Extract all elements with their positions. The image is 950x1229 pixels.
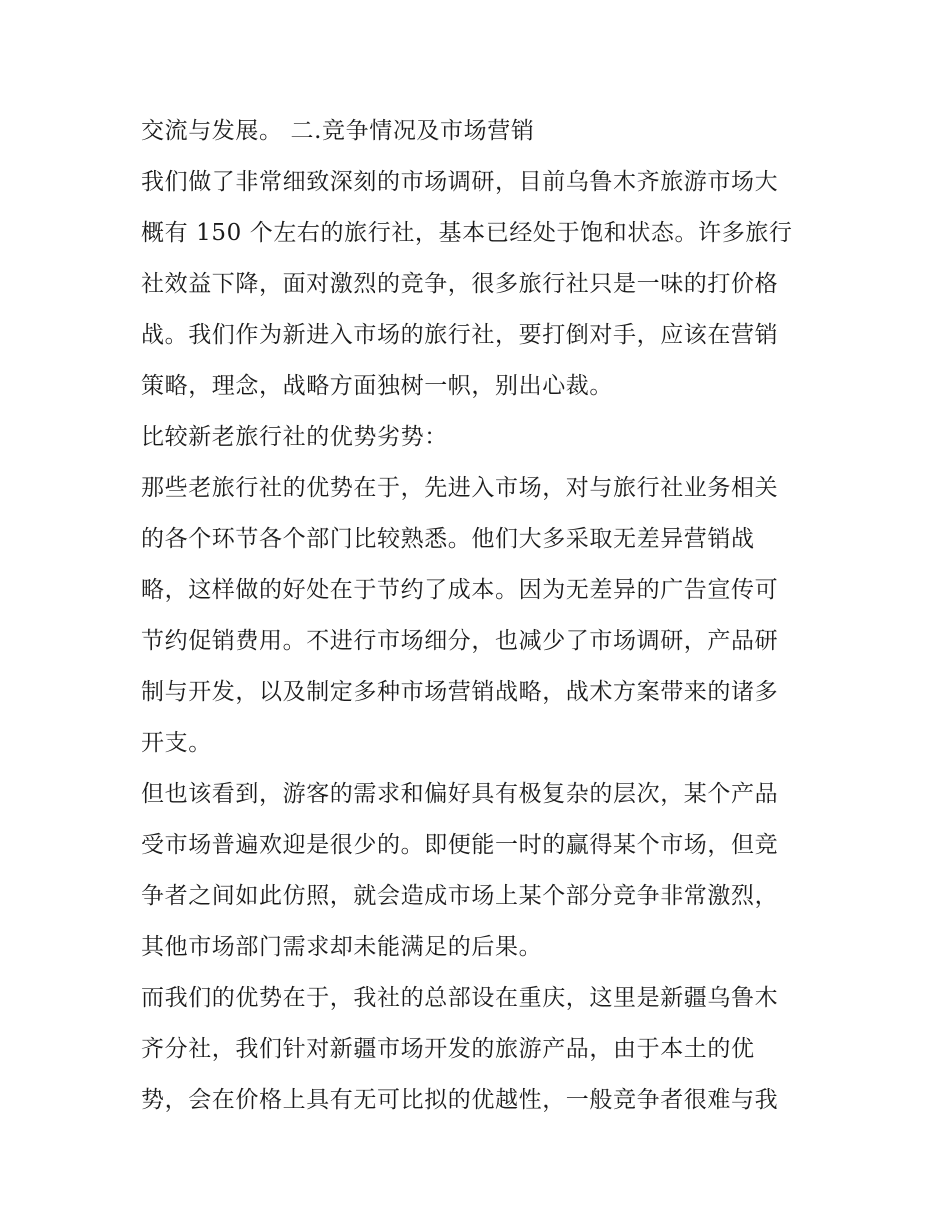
text-line: 节约促销费用。不进行市场细分，也减少了市场调研，产品研 [141, 628, 779, 654]
document-body [141, 106, 817, 1126]
text-line: 但也该看到，游客的需求和偏好具有极复杂的层次，某个产品 [141, 781, 779, 807]
text-line: 战。我们作为新进入市场的旅行社，要打倒对手，应该在营销 [141, 322, 779, 348]
text-line: 开支。 [141, 730, 212, 756]
text-line: 制与开发，以及制定多种市场营销战略，战术方案带来的诸多 [141, 679, 779, 705]
text-line: 策略，理念，战略方面独树一帜，别出心裁。 [141, 373, 613, 399]
text-line: 齐分社，我们针对新疆市场开发的旅游产品，由于本土的优 [141, 1036, 755, 1062]
text-line: 概有 150 个左右的旅行社，基本已经处于饱和状态。许多旅行 [141, 220, 793, 246]
text-line: 社效益下降，面对激烈的竞争，很多旅行社只是一味的打价格 [141, 271, 779, 297]
text-line: 受市场普遍欢迎是很少的。即便能一时的赢得某个市场，但竞 [141, 832, 779, 858]
text-line: 争者之间如此仿照，就会造成市场上某个部分竞争非常激烈， [141, 883, 779, 909]
text-line: 比较新老旅行社的优势劣势： [141, 424, 448, 450]
text-line: 的各个环节各个部门比较熟悉。他们大多采取无差异营销战 [141, 526, 755, 552]
text-line: 我们做了非常细致深刻的市场调研，目前乌鲁木齐旅游市场大 [141, 169, 779, 195]
text-line: 交流与发展。 二.竞争情况及市场营销 [141, 118, 535, 144]
text-line: 而我们的优势在于，我社的总部设在重庆，这里是新疆乌鲁木 [141, 985, 779, 1011]
text-line: 那些老旅行社的优势在于，先进入市场，对与旅行社业务相关 [141, 475, 779, 501]
text-line: 其他市场部门需求却未能满足的后果。 [141, 934, 543, 960]
text-line: 势，会在价格上具有无可比拟的优越性，一般竞争者很难与我 [141, 1087, 779, 1113]
text-line: 略，这样做的好处在于节约了成本。因为无差异的广告宣传可 [141, 577, 779, 603]
